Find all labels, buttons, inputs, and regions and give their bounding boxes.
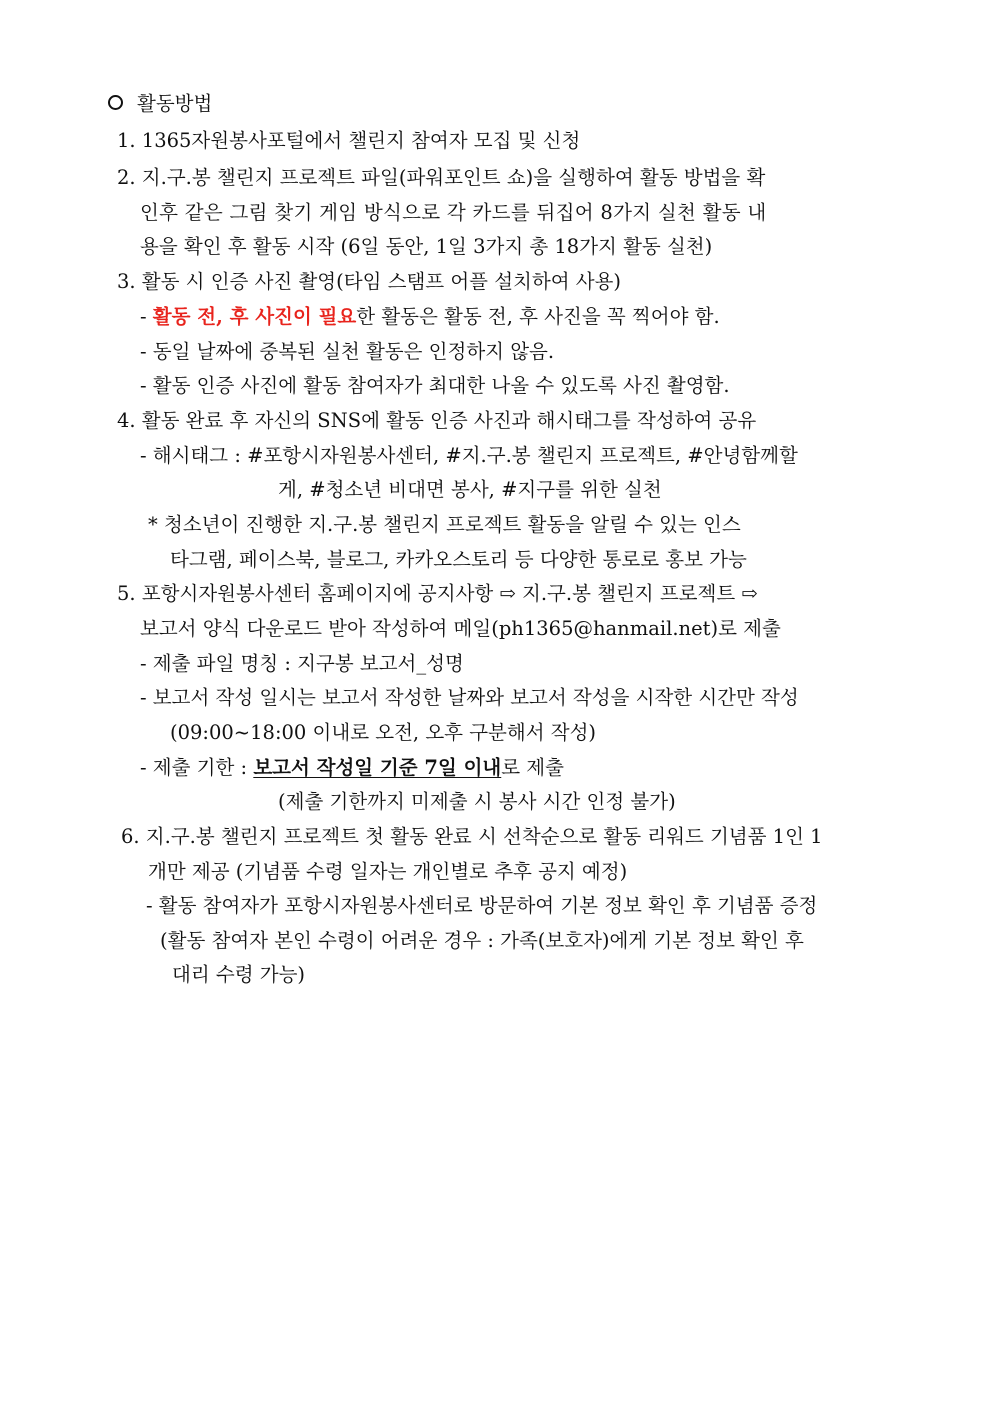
- step-6-proxy-note-1: (활동 참여자 본인 수령이 어려운 경우 : 가족(보호자)에게 기본 정보 확인 후: [160, 929, 804, 952]
- dash: -: [140, 305, 153, 328]
- note-text: 한 활동은 활동 전, 후 사진을 꼭 찍어야 함.: [356, 305, 720, 328]
- step-5-line-2: 보고서 양식 다운로드 받아 작성하여 메일(ph1365@hanmail.net)로 제출: [140, 617, 781, 640]
- step-1: 1. 1365자원봉사포털에서 챌린지 참여자 모집 및 신청: [117, 129, 581, 152]
- deadline-suffix: 로 제출: [501, 756, 564, 779]
- step-5-line-1: 5. 포항시자원봉사센터 홈페이지에 공지사항 ⇨ 지.구.봉 챌린지 프로젝트 ⇨: [117, 582, 758, 605]
- highlight-red-text: 활동 전, 후 사진이 필요: [152, 305, 357, 328]
- step-2-line-3: 용을 확인 후 활동 시작 (6일 동안, 1일 3가지 총 18가지 활동 실천): [140, 235, 713, 258]
- section-heading: [108, 91, 212, 117]
- step-4-hashtags-1: - 해시태그 : #포항시자원봉사센터, #지.구.봉 챌린지 프로젝트, #안녕함께할: [140, 444, 798, 467]
- step-3: 3. 활동 시 인증 사진 촬영(타임 스탬프 어플 설치하여 사용): [117, 270, 622, 293]
- step-3-note-3: - 활동 인증 사진에 활동 참여자가 최대한 나올 수 있도록 사진 촬영함.: [140, 374, 730, 397]
- step-5-deadline-note: (제출 기한까지 미제출 시 봉사 시간 인정 불가): [278, 790, 676, 813]
- step-5-time-note: (09:00~18:00 이내로 오전, 오후 구분해서 작성): [170, 721, 597, 744]
- step-4: 4. 활동 완료 후 자신의 SNS에 활동 인증 사진과 해시태그를 작성하여 공유: [117, 409, 757, 432]
- circle-bullet-icon: [108, 95, 123, 110]
- step-6-visit-note: - 활동 참여자가 포항시자원봉사센터로 방문하여 기본 정보 확인 후 기념품 증정: [146, 894, 818, 917]
- deadline-underlined: 보고서 작성일 기준 7일 이내: [253, 756, 502, 779]
- step-2-line-1: [117, 165, 896, 191]
- step-2-line-2: 인후 같은 그림 찾기 게임 방식으로 각 카드를 뒤집어 8가지 실천 활동 내: [140, 201, 767, 224]
- step-4-promo-1: * 청소년이 진행한 지.구.봉 챌린지 프로젝트 활동을 알릴 수 있는 인스: [148, 513, 741, 536]
- step-6-line-2: 개만 제공 (기념품 수령 일자는 개인별로 추후 공지 예정): [148, 860, 628, 883]
- step-3-note-1: [140, 304, 720, 330]
- step-4-hashtags-2: 게, #청소년 비대면 봉사, #지구를 위한 실천: [278, 478, 662, 501]
- step-5-filename: - 제출 파일 명칭 : 지구봉 보고서_성명: [140, 652, 464, 675]
- section-title: 활동방법: [137, 92, 213, 115]
- step-5-date-note: - 보고서 작성 일시는 보고서 작성한 날짜와 보고서 작성을 시작한 시간만 작성: [140, 686, 799, 709]
- step-3-note-2: - 동일 날짜에 중복된 실천 활동은 인정하지 않음.: [140, 340, 555, 363]
- step-6-line-1: 6. 지.구.봉 챌린지 프로젝트 첫 활동 완료 시 선착순으로 활동 리워드 기념품 1인 1: [121, 825, 823, 848]
- step-4-promo-2: 타그램, 페이스북, 블로그, 카카오스토리 등 다양한 통로로 홍보 가능: [170, 548, 747, 571]
- step-5-deadline: [140, 755, 564, 781]
- step-6-proxy-note-2: 대리 수령 가능): [172, 963, 306, 986]
- deadline-label: - 제출 기한 :: [140, 756, 254, 779]
- step-2-text: 2. 지.구.봉 챌린지 프로젝트 파일(파워포인트 쇼)을 실행하여 활동 방법을 확: [117, 166, 766, 189]
